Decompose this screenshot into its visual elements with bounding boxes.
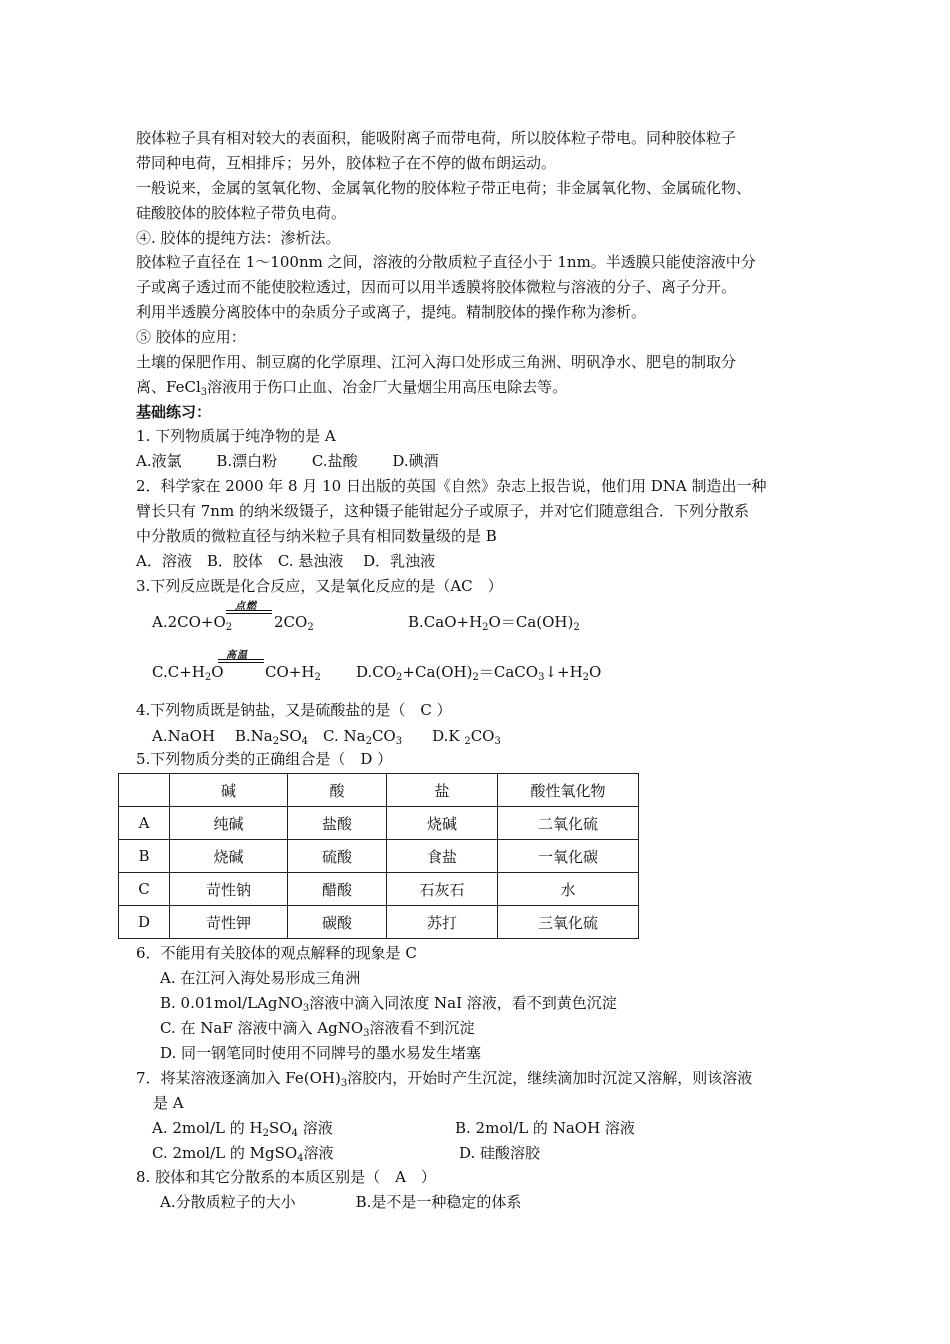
table-cell: 二氧化硫 (498, 807, 639, 840)
question-7-option-a: A. 2mol/L 的 $H_2SO_4$ 溶液 (152, 1119, 333, 1139)
question-1-options: A.液氯 B.漂白粉 C.盐酸 D.碘酒 (136, 452, 439, 470)
table-cell: 苛性钾 (170, 906, 288, 939)
table-cell: D (119, 906, 170, 939)
table-cell: 烧碱 (387, 807, 498, 840)
table-cell: 一氧化碳 (498, 840, 639, 873)
paragraph-line: 硅酸胶体的胶体粒子带负电荷。 (136, 204, 347, 222)
table-row (119, 906, 639, 939)
equation-d: $D.CO_2+Ca(OH)_2=CaCO_3↓+H_2O$ (356, 663, 602, 683)
question-7-option-b: B. 2mol/L 的 NaOH 溶液 (455, 1119, 635, 1137)
table-cell: 水 (498, 873, 639, 906)
paragraph-line: 土壤的保肥作用、制豆腐的化学原理、江河入海口处形成三角洲、明矾净水、肥皂的制取分 (136, 353, 737, 371)
table-cell: 石灰石 (387, 873, 498, 906)
question-6-option-b: B. 0.01mol/LAgNO$_3$溶液中滴入同浓度 NaI 溶液，看不到黄色沉淀 (160, 994, 617, 1014)
table-row (119, 807, 639, 840)
table-header-cell: 碱 (170, 774, 288, 807)
question-7: 7．将某溶液逐滴加入 $Fe(OH)_3$溶胶内，开始时产生沉淀，继续滴加时沉淀又溶解，则该溶液 (136, 1069, 753, 1089)
paragraph-line: 胶体粒子具有相对较大的表面积，能吸附离子而带电荷，所以胶体粒子带电。同种胶体粒子 (136, 129, 737, 147)
question-4: 4.下列物质既是钠盐，又是硫酸盐的是（ C ） (136, 701, 452, 719)
question-3: 3.下列反应既是化合反应，又是氧化反应的是（AC ） (136, 577, 503, 595)
condition-ignite: 点燃 (235, 601, 257, 612)
condition-high-temperature: 高温 (226, 650, 248, 661)
paragraph-line: 带同种电荷，互相排斥；另外，胶体粒子在不停的做布朗运动。 (136, 154, 557, 172)
double-arrow (218, 659, 264, 663)
table-cell: 纯碱 (170, 807, 288, 840)
paragraph-line: 离、FeCl$_3$溶液用于伤口止血、冶金厂大量烟尘用高压电除去等。 (136, 378, 568, 398)
table-cell: 苛性钠 (170, 873, 288, 906)
question-8: 8. 胶体和其它分散系的本质区别是（ A ） (136, 1168, 436, 1186)
table-row (119, 873, 639, 906)
table-cell: 烧碱 (170, 840, 288, 873)
question-2-options: A．溶液 B．胶体 C. 悬浊液 D．乳浊液 (136, 552, 436, 570)
question-6-option-c: C. 在 NaF 溶液中滴入 AgNO$_3$溶液看不到沉淀 (160, 1019, 475, 1039)
question-7-option-d: D. 硅酸溶胶 (459, 1144, 541, 1162)
question-6-option-a: A. 在江河入海处易形成三角洲 (160, 969, 361, 987)
section-heading: 基础练习： (136, 403, 212, 421)
question-4-options: A.NaOH $B.Na_2SO_4$ C. $Na_2CO_3$ D.K $_2CO_3$ (152, 727, 501, 747)
question-6: 6．不能用有关胶体的观点解释的现象是 C (136, 944, 417, 962)
table-cell: 食盐 (387, 840, 498, 873)
question-2: 2．科学家在 2000 年 8 月 10 日出版的英国《自然》杂志上报告说，他们用 DNA 制造出一种 (136, 477, 767, 495)
table-header-cell: 酸 (288, 774, 387, 807)
table-header-cell: 酸性氧化物 (498, 774, 639, 807)
table-header-row (119, 774, 639, 807)
table-cell: 醋酸 (288, 873, 387, 906)
question-1: 1. 下列物质属于纯净物的是 A (136, 427, 336, 445)
table-row (119, 840, 639, 873)
table-cell: 碳酸 (288, 906, 387, 939)
table-header-cell (119, 774, 170, 807)
table-header-cell: 盐 (387, 774, 498, 807)
table-cell: B (119, 840, 170, 873)
question-2: 中分散质的微粒直径与纳米粒子具有相同数量级的是 B (136, 527, 497, 545)
table-cell: C (119, 873, 170, 906)
equation-b: $B.CaO+H_2O=Ca(OH)_2$ (408, 613, 580, 633)
paragraph-line: 子或离子透过而不能使胶粒透过，因而可以用半透膜将胶体微粒与溶液的分子、离子分开。 (136, 278, 737, 296)
paragraph-line: ⑤ 胶体的应用： (136, 328, 246, 346)
table-cell: 三氧化硫 (498, 906, 639, 939)
question-2: 臂长只有 7nm 的纳米级镊子，这种镊子能钳起分子或原子，并对它们随意组合．下列分散系 (136, 502, 749, 520)
question-7: 是 A (153, 1094, 184, 1112)
question-8-options: A.分散质粒子的大小 B.是不是一种稳定的体系 (160, 1193, 522, 1211)
table-cell: 苏打 (387, 906, 498, 939)
table-cell: 盐酸 (288, 807, 387, 840)
question-5: 5.下列物质分类的正确组合是（ D ） (136, 750, 393, 768)
paragraph-line: 胶体粒子直径在 1～100nm 之间，溶液的分散质粒子直径小于 1nm。半透膜只能使溶液中分 (136, 253, 756, 271)
table-cell: 硫酸 (288, 840, 387, 873)
classification-table (118, 773, 639, 939)
question-6-option-d: D. 同一钢笔同时使用不同牌号的墨水易发生堵塞 (160, 1044, 482, 1062)
paragraph-line: ④. 胶体的提纯方法：渗析法。 (136, 229, 341, 247)
question-7-option-c: C. 2mol/L 的 MgSO$_4$溶液 (152, 1144, 334, 1164)
paragraph-line: 一般说来，金属的氢氧化物、金属氧化物的胶体粒子带正电荷；非金属氧化物、金属硫化物、 (136, 179, 752, 197)
paragraph-line: 利用半透膜分离胶体中的杂质分子或离子，提纯。精制胶体的操作称为渗析。 (136, 303, 647, 321)
double-arrow (226, 610, 272, 614)
table-cell: A (119, 807, 170, 840)
